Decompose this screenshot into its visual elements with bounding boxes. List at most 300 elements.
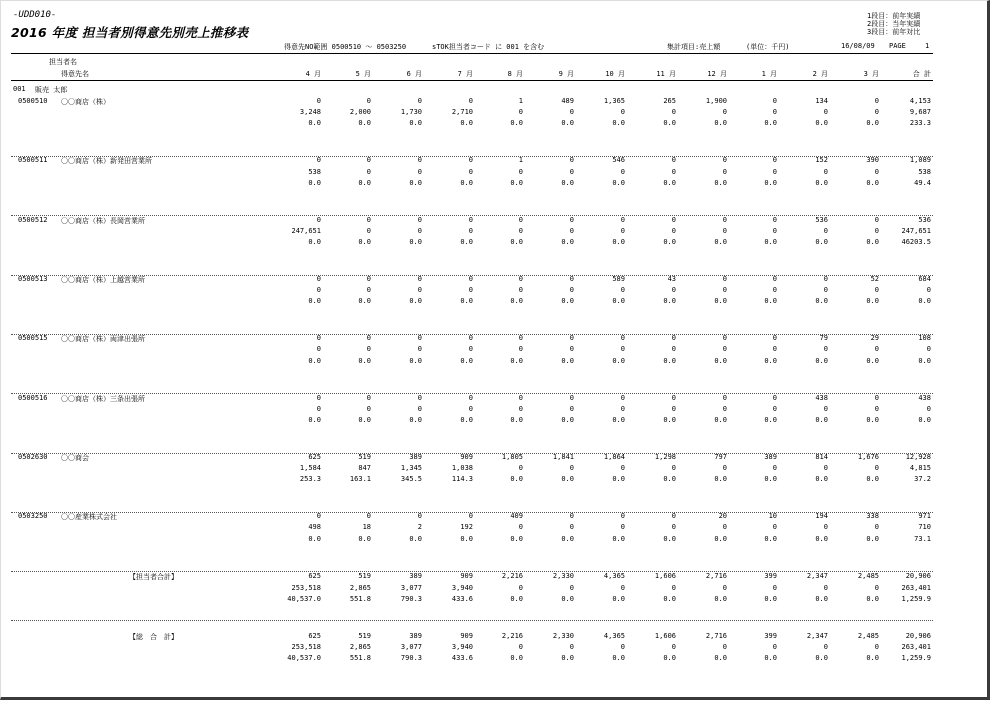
unit-label: (単位：千円)	[746, 43, 790, 51]
value-cell: 0	[671, 393, 676, 402]
value-cell: 0	[417, 404, 422, 413]
value-cell: 0	[823, 286, 828, 295]
value-cell: 0	[417, 274, 422, 283]
value-cell: 0	[316, 274, 321, 283]
value-cell: 18	[362, 523, 371, 532]
value-cell: 0.0	[866, 297, 879, 306]
total-cell: 0	[722, 643, 727, 652]
value-cell: 20	[718, 512, 727, 521]
customer-name: 〇〇商店（株）上越営業所	[61, 275, 145, 284]
value-cell: 0	[620, 464, 625, 472]
value-cell: 2	[417, 523, 422, 532]
value-cell: 0	[366, 226, 371, 235]
value-cell: 0.0	[561, 415, 574, 424]
total-cell: 0	[620, 643, 625, 652]
value-cell: 114.3	[451, 475, 473, 484]
value-cell: 0	[671, 286, 676, 295]
total-cell: 3,940	[451, 583, 473, 592]
value-cell: 0	[366, 512, 371, 521]
value-cell: 0	[620, 404, 625, 413]
value-cell: 0	[620, 167, 625, 176]
value-cell: 0	[926, 404, 931, 413]
customer-name: 〇〇商店（株）	[61, 98, 110, 106]
value-cell: 0	[518, 334, 523, 343]
value-cell: 0.0	[764, 415, 777, 424]
value-cell: 0.0	[663, 415, 676, 424]
value-cell: 0	[722, 404, 727, 413]
month-header: 3 月	[863, 70, 879, 78]
customer-name: 〇〇産業株式会社	[61, 513, 117, 522]
value-cell: 0	[569, 156, 574, 165]
total-cell: 2,347	[806, 572, 828, 581]
total-cell: 0.0	[764, 594, 777, 603]
total-cell: 0	[518, 643, 523, 652]
value-cell: 0	[417, 156, 422, 165]
total-cell: 551.8	[349, 654, 371, 663]
value-cell: 0.0	[308, 534, 321, 543]
value-cell: 0	[518, 167, 523, 176]
total-label: 【担当者合計】	[129, 573, 178, 582]
value-cell: 0.0	[409, 238, 422, 246]
value-cell: 0	[874, 167, 879, 176]
value-cell: 0.0	[460, 356, 473, 365]
value-cell: 0.0	[561, 356, 574, 365]
value-cell: 1	[518, 156, 523, 165]
program-id: -UDD010-	[13, 10, 57, 20]
value-cell: 0.0	[510, 356, 523, 365]
value-cell: 0	[468, 215, 473, 224]
value-cell: 0	[518, 108, 523, 117]
value-cell: 0	[518, 393, 523, 402]
value-cell: 0	[823, 226, 828, 235]
header-bottom-rule	[11, 80, 933, 81]
value-cell: 0	[518, 464, 523, 472]
value-cell: 0.0	[460, 178, 473, 187]
total-cell: 790.3	[400, 594, 422, 603]
value-cell: 0.0	[764, 178, 777, 187]
value-cell: 0	[468, 404, 473, 413]
value-cell: 0	[366, 404, 371, 413]
value-cell: 1,864	[603, 452, 625, 461]
value-cell: 0	[316, 512, 321, 521]
value-cell: 0.0	[764, 238, 777, 246]
value-cell: 0.0	[612, 119, 625, 128]
value-cell: 0.0	[460, 297, 473, 306]
total-cell: 2,347	[806, 631, 828, 640]
total-cell: 551.8	[349, 594, 371, 603]
value-cell: 0	[671, 404, 676, 413]
value-cell: 0	[569, 226, 574, 235]
total-cell: 253,518	[291, 643, 321, 652]
total-cell: 0	[620, 583, 625, 592]
value-cell: 0.0	[714, 534, 727, 543]
value-cell: 0	[722, 226, 727, 235]
value-cell: 0	[518, 523, 523, 532]
value-cell: 29	[870, 334, 879, 343]
total-cell: 1,606	[654, 572, 676, 581]
value-cell: 0.0	[663, 178, 676, 187]
value-cell: 0	[620, 345, 625, 354]
value-cell: 4,815	[909, 464, 931, 472]
total-cell: 909	[460, 631, 473, 640]
value-cell: 46203.5	[901, 238, 931, 246]
value-cell: 0	[518, 215, 523, 224]
value-cell: 1,730	[400, 108, 422, 117]
value-cell: 0.0	[663, 119, 676, 128]
value-cell: 0.0	[918, 415, 931, 424]
value-cell: 0	[874, 404, 879, 413]
value-cell: 0	[569, 167, 574, 176]
value-cell: 536	[815, 215, 828, 224]
value-cell: 10	[768, 512, 777, 521]
total-cell: 40,537.0	[287, 654, 321, 663]
value-cell: 0.0	[409, 356, 422, 365]
month-header: 12 月	[707, 70, 727, 78]
value-cell: 971	[918, 512, 931, 521]
customer-code: 0500513	[18, 274, 48, 283]
value-cell: 0	[518, 274, 523, 283]
total-cell: 0.0	[561, 654, 574, 663]
customer-code: 0503250	[18, 512, 48, 521]
value-cell: 0	[569, 108, 574, 117]
customer-code: 0500512	[18, 215, 48, 224]
value-cell: 0	[316, 404, 321, 413]
total-cell: 0	[722, 583, 727, 592]
value-cell: 0	[569, 523, 574, 532]
total-cell: 3,940	[451, 643, 473, 652]
value-cell: 0.0	[561, 297, 574, 306]
value-cell: 108	[918, 334, 931, 343]
value-cell: 0	[316, 286, 321, 295]
total-cell: 0.0	[866, 594, 879, 603]
total-cell: 399	[764, 631, 777, 640]
value-cell: 2,000	[349, 108, 371, 117]
value-cell: 0	[823, 345, 828, 354]
value-cell: 0	[671, 512, 676, 521]
value-cell: 0.0	[358, 119, 371, 128]
value-cell: 0.0	[561, 119, 574, 128]
value-cell: 498	[308, 523, 321, 532]
value-cell: 0.0	[866, 475, 879, 484]
value-cell: 0	[671, 167, 676, 176]
value-cell: 0.0	[308, 178, 321, 187]
value-cell: 0	[316, 345, 321, 354]
value-cell: 0	[468, 286, 473, 295]
value-cell: 1,584	[299, 464, 321, 472]
value-cell: 0.0	[815, 475, 828, 484]
aggregate-item: 集計項目:売上額	[667, 43, 721, 51]
value-cell: 0	[417, 97, 422, 105]
value-cell: 0	[366, 156, 371, 165]
value-cell: 0.0	[663, 475, 676, 484]
total-cell: 2,330	[552, 631, 574, 640]
value-cell: 0.0	[663, 297, 676, 306]
total-cell: 0.0	[612, 654, 625, 663]
value-cell: 625	[308, 452, 321, 461]
value-cell: 0	[417, 334, 422, 343]
staff-name: 販売 太郎	[35, 86, 68, 94]
value-cell: 0	[772, 523, 777, 532]
customer-name: 〇〇商店（株）長岡営業所	[61, 216, 145, 225]
value-cell: 536	[918, 215, 931, 224]
value-cell: 0	[417, 512, 422, 521]
total-cell: 40,537.0	[287, 594, 321, 603]
value-cell: 710	[918, 523, 931, 532]
value-cell: 52	[870, 274, 879, 283]
value-cell: 0	[874, 464, 879, 472]
value-cell: 0	[722, 345, 727, 354]
value-cell: 0.0	[358, 297, 371, 306]
value-cell: 0	[620, 286, 625, 295]
month-header: 8 月	[507, 70, 523, 78]
value-cell: 0	[772, 226, 777, 235]
total-cell: 2,716	[705, 572, 727, 581]
value-cell: 0	[722, 167, 727, 176]
value-cell: 0	[722, 156, 727, 165]
total-label: 【総 合 計】	[129, 632, 178, 641]
value-cell: 0	[671, 464, 676, 472]
value-cell: 0.0	[308, 238, 321, 246]
total-cell: 253,518	[291, 583, 321, 592]
value-cell: 0.0	[308, 356, 321, 365]
value-cell: 0.0	[308, 297, 321, 306]
value-cell: 0	[671, 156, 676, 165]
value-cell: 0.0	[409, 534, 422, 543]
value-cell: 1,676	[857, 452, 879, 461]
value-cell: 489	[561, 97, 574, 105]
customer-code: 0500511	[18, 156, 48, 165]
value-cell: 0	[772, 393, 777, 402]
value-cell: 0.0	[510, 297, 523, 306]
value-cell: 0.0	[612, 238, 625, 246]
total-cell: 0.0	[714, 594, 727, 603]
value-cell: 0	[569, 464, 574, 472]
value-cell: 0	[772, 334, 777, 343]
total-cell: 399	[764, 572, 777, 581]
total-cell: 519	[358, 572, 371, 581]
customer-name: 〇〇商店（株）三条出張所	[61, 394, 145, 403]
value-cell: 0.0	[764, 119, 777, 128]
value-cell: 0.0	[460, 415, 473, 424]
value-cell: 0	[468, 393, 473, 402]
header-staff-name: 担当者名	[49, 58, 77, 66]
value-cell: 0.0	[612, 534, 625, 543]
value-cell: 0	[468, 97, 473, 105]
customer-code: 0502630	[18, 452, 48, 461]
value-cell: 0.0	[714, 178, 727, 187]
value-cell: 0	[722, 274, 727, 283]
total-cell: 0.0	[510, 654, 523, 663]
value-cell: 0.0	[764, 534, 777, 543]
value-cell: 0	[874, 523, 879, 532]
value-cell: 1,841	[552, 452, 574, 461]
value-cell: 1,038	[451, 464, 473, 472]
value-cell: 0	[569, 345, 574, 354]
total-cell: 0	[671, 583, 676, 592]
value-cell: 0	[417, 393, 422, 402]
value-cell: 0	[823, 523, 828, 532]
month-header: 2 月	[812, 70, 828, 78]
value-cell: 0	[722, 464, 727, 472]
value-cell: 0.0	[460, 119, 473, 128]
total-cell: 0	[874, 643, 879, 652]
legend-line-3: 3段目：前年対比	[867, 28, 921, 36]
value-cell: 0	[316, 215, 321, 224]
value-cell: 0.0	[561, 178, 574, 187]
value-cell: 909	[460, 452, 473, 461]
value-cell: 0	[772, 156, 777, 165]
value-cell: 0.0	[918, 297, 931, 306]
value-cell: 9,687	[909, 108, 931, 117]
value-cell: 0.0	[510, 415, 523, 424]
value-cell: 0	[671, 334, 676, 343]
value-cell: 265	[663, 97, 676, 105]
value-cell: 684	[918, 274, 931, 283]
value-cell: 1	[518, 97, 523, 105]
value-cell: 0	[874, 286, 879, 295]
value-cell: 0.0	[815, 356, 828, 365]
value-cell: 0.0	[612, 415, 625, 424]
total-cell: 0	[772, 643, 777, 652]
value-cell: 0.0	[866, 119, 879, 128]
value-cell: 0	[316, 156, 321, 165]
value-cell: 1,345	[400, 464, 422, 472]
value-cell: 0	[417, 345, 422, 354]
total-cell: 2,216	[501, 572, 523, 581]
value-cell: 0	[620, 108, 625, 117]
value-cell: 0	[823, 404, 828, 413]
value-cell: 0	[722, 523, 727, 532]
value-cell: 0	[569, 512, 574, 521]
value-cell: 0	[772, 108, 777, 117]
total-cell: 4,365	[603, 631, 625, 640]
value-cell: 589	[612, 274, 625, 283]
value-cell: 0	[468, 167, 473, 176]
value-cell: 0.0	[764, 356, 777, 365]
total-cell: 2,485	[857, 572, 879, 581]
value-cell: 0	[772, 345, 777, 354]
customer-code: 0500516	[18, 393, 48, 402]
value-cell: 0.0	[358, 534, 371, 543]
value-cell: 1,089	[909, 156, 931, 165]
value-cell: 0.0	[308, 415, 321, 424]
value-cell: 1,298	[654, 452, 676, 461]
total-cell: 20,906	[905, 631, 931, 640]
value-cell: 0	[671, 215, 676, 224]
value-cell: 0	[772, 274, 777, 283]
value-cell: 0	[620, 512, 625, 521]
header-customer-name: 得意先名	[61, 70, 89, 78]
value-cell: 847	[358, 464, 371, 472]
value-cell: 0.0	[561, 475, 574, 484]
value-cell: 0	[518, 404, 523, 413]
value-cell: 0.0	[510, 534, 523, 543]
value-cell: 0.0	[815, 178, 828, 187]
value-cell: 0	[569, 286, 574, 295]
value-cell: 0.0	[358, 178, 371, 187]
value-cell: 0	[874, 345, 879, 354]
value-cell: 79	[819, 334, 828, 343]
value-cell: 0	[823, 274, 828, 283]
value-cell: 538	[308, 167, 321, 176]
customer-name: 〇〇商店（株）新発田営業所	[61, 157, 152, 166]
month-header: 4 月	[305, 70, 321, 78]
value-cell: 0	[926, 345, 931, 354]
value-cell: 0.0	[866, 178, 879, 187]
value-cell: 0	[772, 215, 777, 224]
value-cell: 0.0	[714, 119, 727, 128]
total-cell: 0	[569, 643, 574, 652]
value-cell: 0.0	[866, 415, 879, 424]
value-cell: 192	[460, 523, 473, 532]
total-cell: 0	[874, 583, 879, 592]
value-cell: 389	[764, 452, 777, 461]
month-header: 10 月	[605, 70, 625, 78]
value-cell: 0.0	[663, 238, 676, 246]
value-cell: 0	[874, 108, 879, 117]
value-cell: 0.0	[918, 356, 931, 365]
value-cell: 49.4	[914, 178, 931, 187]
value-cell: 0	[823, 464, 828, 472]
value-cell: 0	[569, 404, 574, 413]
value-cell: 0.0	[308, 119, 321, 128]
total-cell: 0	[569, 583, 574, 592]
total-cell: 2,716	[705, 631, 727, 640]
total-cell: 0	[823, 583, 828, 592]
value-cell: 0.0	[612, 356, 625, 365]
value-cell: 0.0	[510, 238, 523, 246]
value-cell: 0.0	[714, 475, 727, 484]
value-cell: 0.0	[561, 238, 574, 246]
value-cell: 0	[620, 393, 625, 402]
value-cell: 0	[468, 512, 473, 521]
value-cell: 0	[417, 286, 422, 295]
total-cell: 0.0	[663, 654, 676, 663]
value-cell: 247,651	[291, 226, 321, 235]
total-cell: 0.0	[510, 594, 523, 603]
value-cell: 0.0	[612, 297, 625, 306]
total-cell: 433.6	[451, 654, 473, 663]
value-cell: 438	[918, 393, 931, 402]
legend-line-1: 1段目：前年実績	[867, 12, 921, 20]
value-cell: 0	[772, 97, 777, 105]
value-cell: 0	[417, 167, 422, 176]
value-cell: 0	[569, 393, 574, 402]
value-cell: 0	[366, 215, 371, 224]
total-cell: 0.0	[815, 654, 828, 663]
total-cell: 3,077	[400, 583, 422, 592]
total-cell: 2,330	[552, 572, 574, 581]
total-cell: 1,259.9	[901, 654, 931, 663]
value-cell: 0.0	[510, 178, 523, 187]
value-cell: 233.3	[909, 119, 931, 128]
value-cell: 1,900	[705, 97, 727, 105]
value-cell: 0.0	[866, 238, 879, 246]
value-cell: 797	[714, 452, 727, 461]
customer-name: 〇〇商会	[61, 453, 89, 462]
value-cell: 0.0	[612, 178, 625, 187]
value-cell: 0	[874, 226, 879, 235]
value-cell: 0	[620, 215, 625, 224]
customer-name: 〇〇商店（株）両津出張所	[61, 335, 145, 344]
value-cell: 0	[366, 286, 371, 295]
value-cell: 0	[569, 334, 574, 343]
value-cell: 0	[366, 393, 371, 402]
header-top-rule	[11, 53, 933, 54]
value-cell: 0.0	[358, 356, 371, 365]
page-label: PAGE	[889, 42, 906, 50]
value-cell: 0.0	[815, 415, 828, 424]
